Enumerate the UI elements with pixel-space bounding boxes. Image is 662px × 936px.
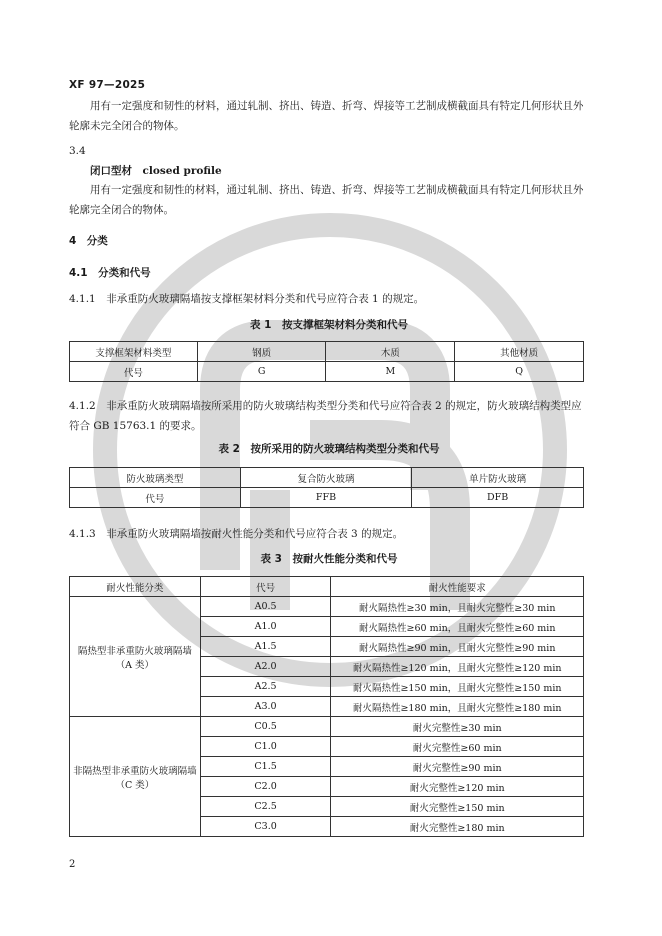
table-3-code: A2.5 — [200, 677, 331, 697]
table-3-requirement: 耐火隔热性≥90 min，且耐火完整性≥90 min — [331, 637, 584, 657]
table-3-code: C1.0 — [200, 737, 331, 757]
table-1-cell: Q — [455, 362, 584, 382]
table-2-cell: FFB — [240, 488, 412, 508]
category-sub-label: （C 类） — [115, 779, 155, 791]
table-3-code: C2.5 — [200, 797, 331, 817]
section-4-heading: 4 分类 — [69, 235, 108, 247]
table-2-cell: DFB — [412, 488, 584, 508]
section-4-1-heading: 4.1 分类和代号 — [69, 267, 151, 279]
table-1-cell: 代号 — [70, 362, 198, 382]
category-label: 非隔热型非承重防火玻璃隔墙 — [73, 765, 197, 777]
section-3-3-continuation: 用有一定强度和韧性的材料，通过轧制、挤出、铸造、折弯、焊接等工艺制成横截面具有特定几何形状且外轮廓未完全闭合的物体。 — [69, 100, 584, 132]
table-3-code: A1.0 — [200, 617, 331, 637]
table-1-header: 其他材质 — [455, 342, 584, 362]
section-3-4-definition: 用有一定强度和韧性的材料，通过轧制、挤出、铸造、折弯、焊接等工艺制成横截面具有特定几何形状且外轮廓完全闭合的物体。 — [69, 184, 584, 216]
section-3-4-number: 3.4 — [69, 145, 86, 157]
table-2-header: 单片防火玻璃 — [412, 468, 584, 488]
table-1 — [69, 341, 584, 382]
table-3-caption: 表 3 按耐火性能分类和代号 — [260, 553, 398, 565]
table-2-header: 复合防火玻璃 — [240, 468, 412, 488]
table-3-code: A3.0 — [200, 697, 331, 717]
clause-4-1-1: 4.1.1 非承重防火玻璃隔墙按支撑框架材料分类和代号应符合表 1 的规定。 — [69, 293, 425, 305]
table-3-code: C3.0 — [200, 817, 331, 837]
table-2 — [69, 467, 584, 508]
category-sub-label: （A 类） — [115, 659, 155, 671]
table-1-cell: M — [326, 362, 455, 382]
table-3-category-a — [70, 597, 201, 717]
table-1-cell: G — [197, 362, 326, 382]
table-3-header: 耐火性能要求 — [331, 577, 584, 597]
table-3-header: 耐火性能分类 — [70, 577, 201, 597]
table-3-code: C1.5 — [200, 757, 331, 777]
table-3-requirement: 耐火隔热性≥150 min，且耐火完整性≥150 min — [331, 677, 584, 697]
table-3-requirement: 耐火完整性≥150 min — [331, 797, 584, 817]
table-3-requirement: 耐火完整性≥120 min — [331, 777, 584, 797]
table-3-header: 代号 — [200, 577, 331, 597]
table-3-code: A0.5 — [200, 597, 331, 617]
table-3 — [69, 576, 584, 837]
table-1-header: 支撑框架材料类型 — [70, 342, 198, 362]
table-3-requirement: 耐火完整性≥90 min — [331, 757, 584, 777]
table-2-header: 防火玻璃类型 — [70, 468, 241, 488]
table-3-requirement: 耐火完整性≥60 min — [331, 737, 584, 757]
table-3-code: A2.0 — [200, 657, 331, 677]
table-1-header: 钢质 — [197, 342, 326, 362]
section-3-4-term: 闭口型材 closed profile — [90, 165, 222, 177]
table-3-requirement: 耐火完整性≥30 min — [331, 717, 584, 737]
document-header: XF 97—2025 — [69, 79, 146, 91]
clause-4-1-3: 4.1.3 非承重防火玻璃隔墙按耐火性能分类和代号应符合表 3 的规定。 — [69, 528, 404, 540]
table-1-header: 木质 — [326, 342, 455, 362]
table-3-code: C0.5 — [200, 717, 331, 737]
category-label: 隔热型非承重防火玻璃隔墙 — [77, 645, 192, 657]
table-3-requirement: 耐火隔热性≥180 min，且耐火完整性≥180 min — [331, 697, 584, 717]
table-1-caption: 表 1 按支撑框架材料分类和代号 — [250, 319, 408, 331]
page-number: 2 — [69, 859, 76, 870]
clause-4-1-2: 4.1.2 非承重防火玻璃隔墙按所采用的防火玻璃结构类型分类和代号应符合表 2 的规定，防火玻璃结构类型应符合 GB 15763.1 的要求。 — [69, 400, 582, 432]
table-3-requirement: 耐火完整性≥180 min — [331, 817, 584, 837]
table-3-requirement: 耐火隔热性≥120 min，且耐火完整性≥120 min — [331, 657, 584, 677]
table-3-requirement: 耐火隔热性≥30 min，且耐火完整性≥30 min — [331, 597, 584, 617]
table-3-requirement: 耐火隔热性≥60 min，且耐火完整性≥60 min — [331, 617, 584, 637]
table-3-code: C2.0 — [200, 777, 331, 797]
table-2-caption: 表 2 按所采用的防火玻璃结构类型分类和代号 — [218, 443, 440, 455]
table-2-cell: 代号 — [70, 488, 241, 508]
table-3-code: A1.5 — [200, 637, 331, 657]
table-3-category-c — [70, 717, 201, 837]
